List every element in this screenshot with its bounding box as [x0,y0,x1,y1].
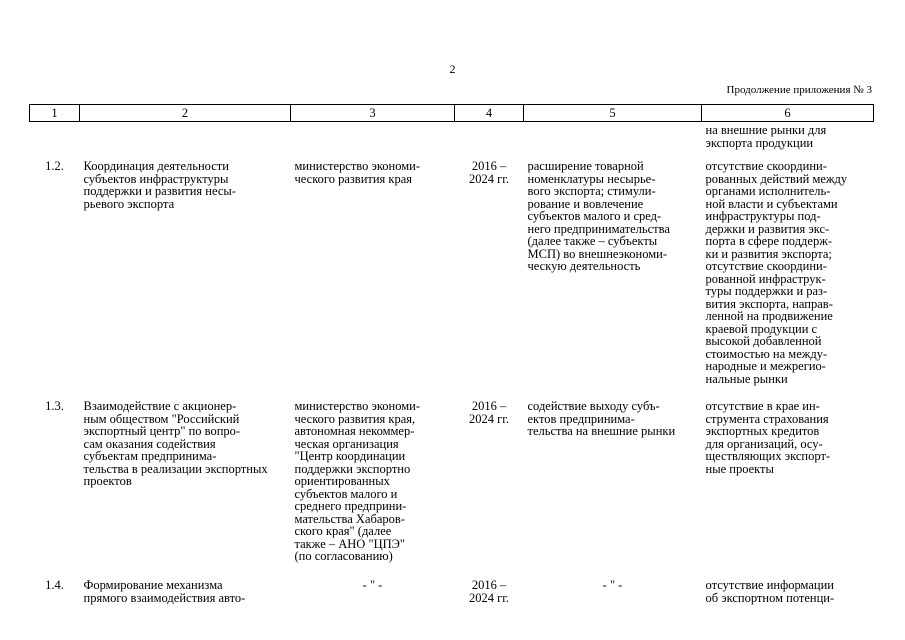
period-text: 2016 – 2024 гг. [468,578,510,605]
item-number: 1.2. [45,159,64,173]
continuation-label: Продолжение приложения № 3 [726,84,872,96]
table-row-continued [30,122,874,157]
page-number: 2 [449,62,456,76]
period-text: 2016 – 2024 гг. [468,399,510,426]
measure-text: Координация деятельности субъектов инфраструктуры поддержки и развития несы- рьевого экспорта [83,159,236,211]
result-text: расширение товарной номенклатуры несырье- вого экспорта; стимули- рование и вовлечение субъектов малого и сред- него предпринимательства (далее также – субъекты МСП) во внешнеэкономи- ческую деятельность [527,159,670,273]
column-header: 4 [455,105,524,122]
measure-text: Взаимодействие с акционер- ным обществом "Российский экспортный центр" по вопро- сам оказания содействия субъектам предпринима- тельства в реализации экспортных проектов [83,399,268,488]
column-header: 1 [30,105,80,122]
column-header: 3 [291,105,455,122]
table-row [30,396,874,575]
column-header: 5 [524,105,702,122]
column-header: 2 [80,105,291,122]
continued-problem-text: на внешние рынки для экспорта продукции [705,123,827,150]
table-header-row [30,105,874,122]
column-header: 6 [702,105,874,122]
executor-text: министерство экономи- ческого развития края [294,159,421,186]
problem-text: отсутствие информации об экспортном потенци- [705,578,835,605]
result-text: содействие выходу субъ- ектов предпринима- тельства на внешние рынки [527,399,676,438]
problem-text: отсутствие скоордини- рованных действий между органами исполнитель- ной власти и субъектами инфраструктуры под- держки и развития экс- порта в сфере поддерж- ки и развития экспорта; отсутствие скоордини- рованной инфраструк- туры поддержки и раз- вития экспорта, направ- ленной на продвижение краевой продукции с высокой добавленной стоимостью на между- народные и межрегио- нальные рынки [705,159,848,386]
result-text: - " - [602,578,623,592]
executor-text: министерство экономи- ческого развития края, автономная некоммер- ческая организация "Центр координации поддержки экспортно ориентированных субъектов малого и среднего предприни- мательства Хабаров- ского края" (далее также – АНО "ЦПЭ" (по согласованию) [294,399,421,563]
item-number: 1.3. [45,399,64,413]
measure-text: Формирование механизма прямого взаимодействия авто- [83,578,246,605]
problem-text: отсутствие в крае ин- струмента страхования экспортных кредитов для организаций, осу- ществляющих экспорт- ные проекты [705,399,831,476]
table-row [30,156,874,396]
executor-text: - " - [362,578,383,592]
item-number: 1.4. [45,578,64,592]
measures-table [29,104,874,619]
table-row [30,575,874,619]
period-text: 2016 – 2024 гг. [468,159,510,186]
